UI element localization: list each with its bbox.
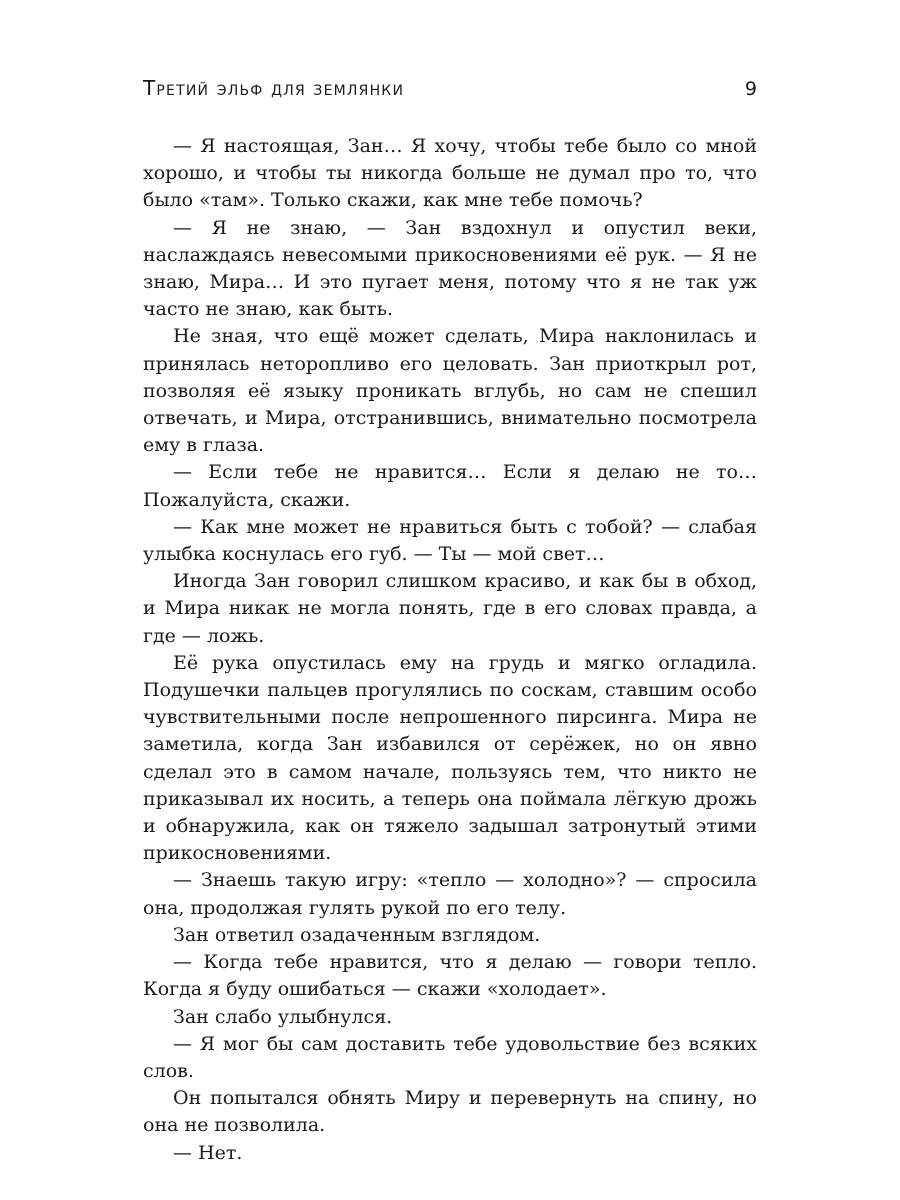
paragraph: — Если тебе не нравится… Если я делаю не то… Пожалуйста, скажи. bbox=[143, 461, 757, 511]
running-head bbox=[143, 76, 757, 106]
paragraph: — Я мог бы сам доставить тебе удовольствие без всяких слов. bbox=[143, 1032, 757, 1082]
paragraph: Зан ответил озадаченным взглядом. bbox=[173, 923, 541, 946]
paragraph: Зан слабо улыбнулся. bbox=[173, 1005, 393, 1028]
paragraph: — Нет. bbox=[173, 1141, 243, 1164]
running-title: Третий эльф для землянки bbox=[143, 76, 405, 100]
paragraph: — Я настоящая, Зан… Я хочу, чтобы тебе было со мной хорошо, и чтобы ты никогда больше не думал про то, что было «там». Только скажи, как мне тебе помочь? bbox=[143, 135, 757, 212]
paragraph: Он попытался обнять Миру и перевернуть на спину, но она не позволила. bbox=[143, 1087, 757, 1137]
paragraph: — Знаешь такую игру: «тепло — холодно»? — спросила она, продолжая гулять рукой по его телу. bbox=[143, 869, 757, 919]
paragraph: Не зная, что ещё может сделать, Мира наклонилась и принялась неторопливо его целовать. Зан приоткрыл рот, позволяя её языку проникать вглубь, но сам не спешил отвечать, и Мира, отстранившись, внимательно посмотрела ему в глаза. bbox=[143, 325, 757, 457]
paragraph: Иногда Зан говорил слишком красиво, и как бы в обход, и Мира никак не могла понять, где в его словах правда, а где — ложь. bbox=[143, 570, 757, 647]
paragraph: — Как мне может не нравиться быть с тобой? — слабая улыбка коснулась его губ. — Ты — мой свет… bbox=[143, 515, 757, 566]
paragraph: — Я не знаю, — Зан вздохнул и опустил веки, наслаждаясь невесомыми прикосновениями её рук. — Я не знаю, Мира… И это пугает меня, потому что я не так уж часто не знаю, как быть. bbox=[143, 216, 757, 321]
body-text bbox=[143, 133, 757, 1167]
page-number: 9 bbox=[744, 78, 757, 100]
paragraph: — Когда тебе нравится, что я делаю — говори тепло. Когда я буду ошибаться — скажи «холодает». bbox=[143, 951, 757, 1001]
paragraph: Её рука опустилась ему на грудь и мягко огладила. Подушечки пальцев прогулялись по соскам, ставшим особо чувствительными после непрошенного пирсинга. Мира не заметила, когда Зан избавился от серёжек, но он явно сделал это в самом начале, пользуясь тем, что никто не приказывал их носить, а теперь она поймала лёгкую дрожь и обнаружила, как он тяжело задышал затронутый этими прикосновениями. bbox=[143, 651, 757, 865]
